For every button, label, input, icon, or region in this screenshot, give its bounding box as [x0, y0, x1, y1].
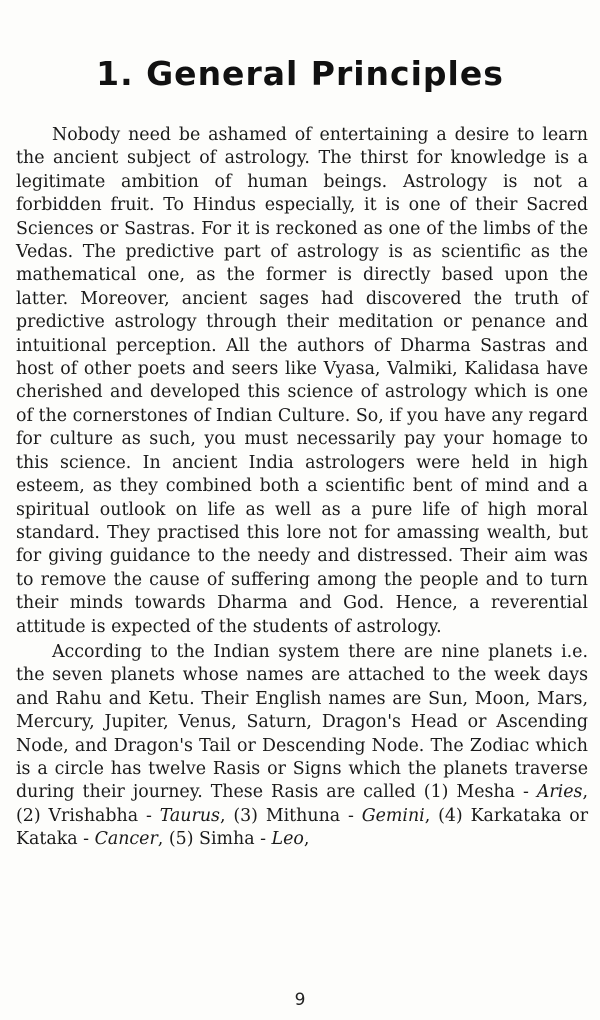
sign-item: (4) Karkataka or Kataka - Cancer, [16, 805, 589, 850]
body-text [16, 124, 588, 852]
paragraph-1: Nobody need be ashamed of entertaining a desire to learn the ancient subject of astrology. The thirst for knowledge is a legitimate ambition of human beings. Astrology is not a forbidden fruit. To Hindus especially, it is one of their Sacred Sciences or Sastras. For it is reckoned as one of the limbs of the Vedas. The predictive part of astrology is as scientific as the mathematical one, as the former is directly based upon the latter. Moreover, ancient sages had discovered the truth of predictive astrology through their meditation or penance and intuitional perception. All the authors of Dharma Sastras and host of other poets and seers like Vyasa, Valmiki, Kalidasa have cherished and developed this science of astrology which is one of the cornerstones of Indian Culture. So, if you have any regard for culture as such, you must necessarily pay your homage to this science. In ancient India astrologers were held in high esteem, as they combined both a scientific bent of mind and a spiritual outlook on life as well as a pure life of high moral standard. They practised this lore not for amassing wealth, but for giving guidance to the needy and distressed. Their aim was to remove the cause of suffering among the people and to turn their minds towards Dharma and God. Hence, a reverential attitude is expected of the students of astrology. [16, 125, 588, 637]
paragraph-2-intro: According to the Indian system there are nine planets i.e. the seven planets whose names are attached to the week days and Rahu and Ketu. Their English names are Sun, Moon, Mars, Mercury, Jupiter, Venus, Saturn, Dragon's Head or Ascending Node, and Dragon's Tail or Descending Node. The Zodiac which is a circle has twelve Rasis or Signs which the planets traverse during their journey. These Rasis are called [16, 641, 588, 803]
sign-item: (2) Vrishabha - Taurus, [16, 805, 226, 826]
page-number: 9 [294, 990, 306, 1010]
paragraph-2 [16, 641, 588, 852]
sign-item: (3) Mithuna - Gemini, [233, 805, 431, 826]
sign-item: (5) Simha - Leo, [168, 829, 310, 850]
sign-item: (1) Mesha - Aries, [423, 782, 588, 803]
chapter-title: 1. General Principles [96, 54, 504, 93]
